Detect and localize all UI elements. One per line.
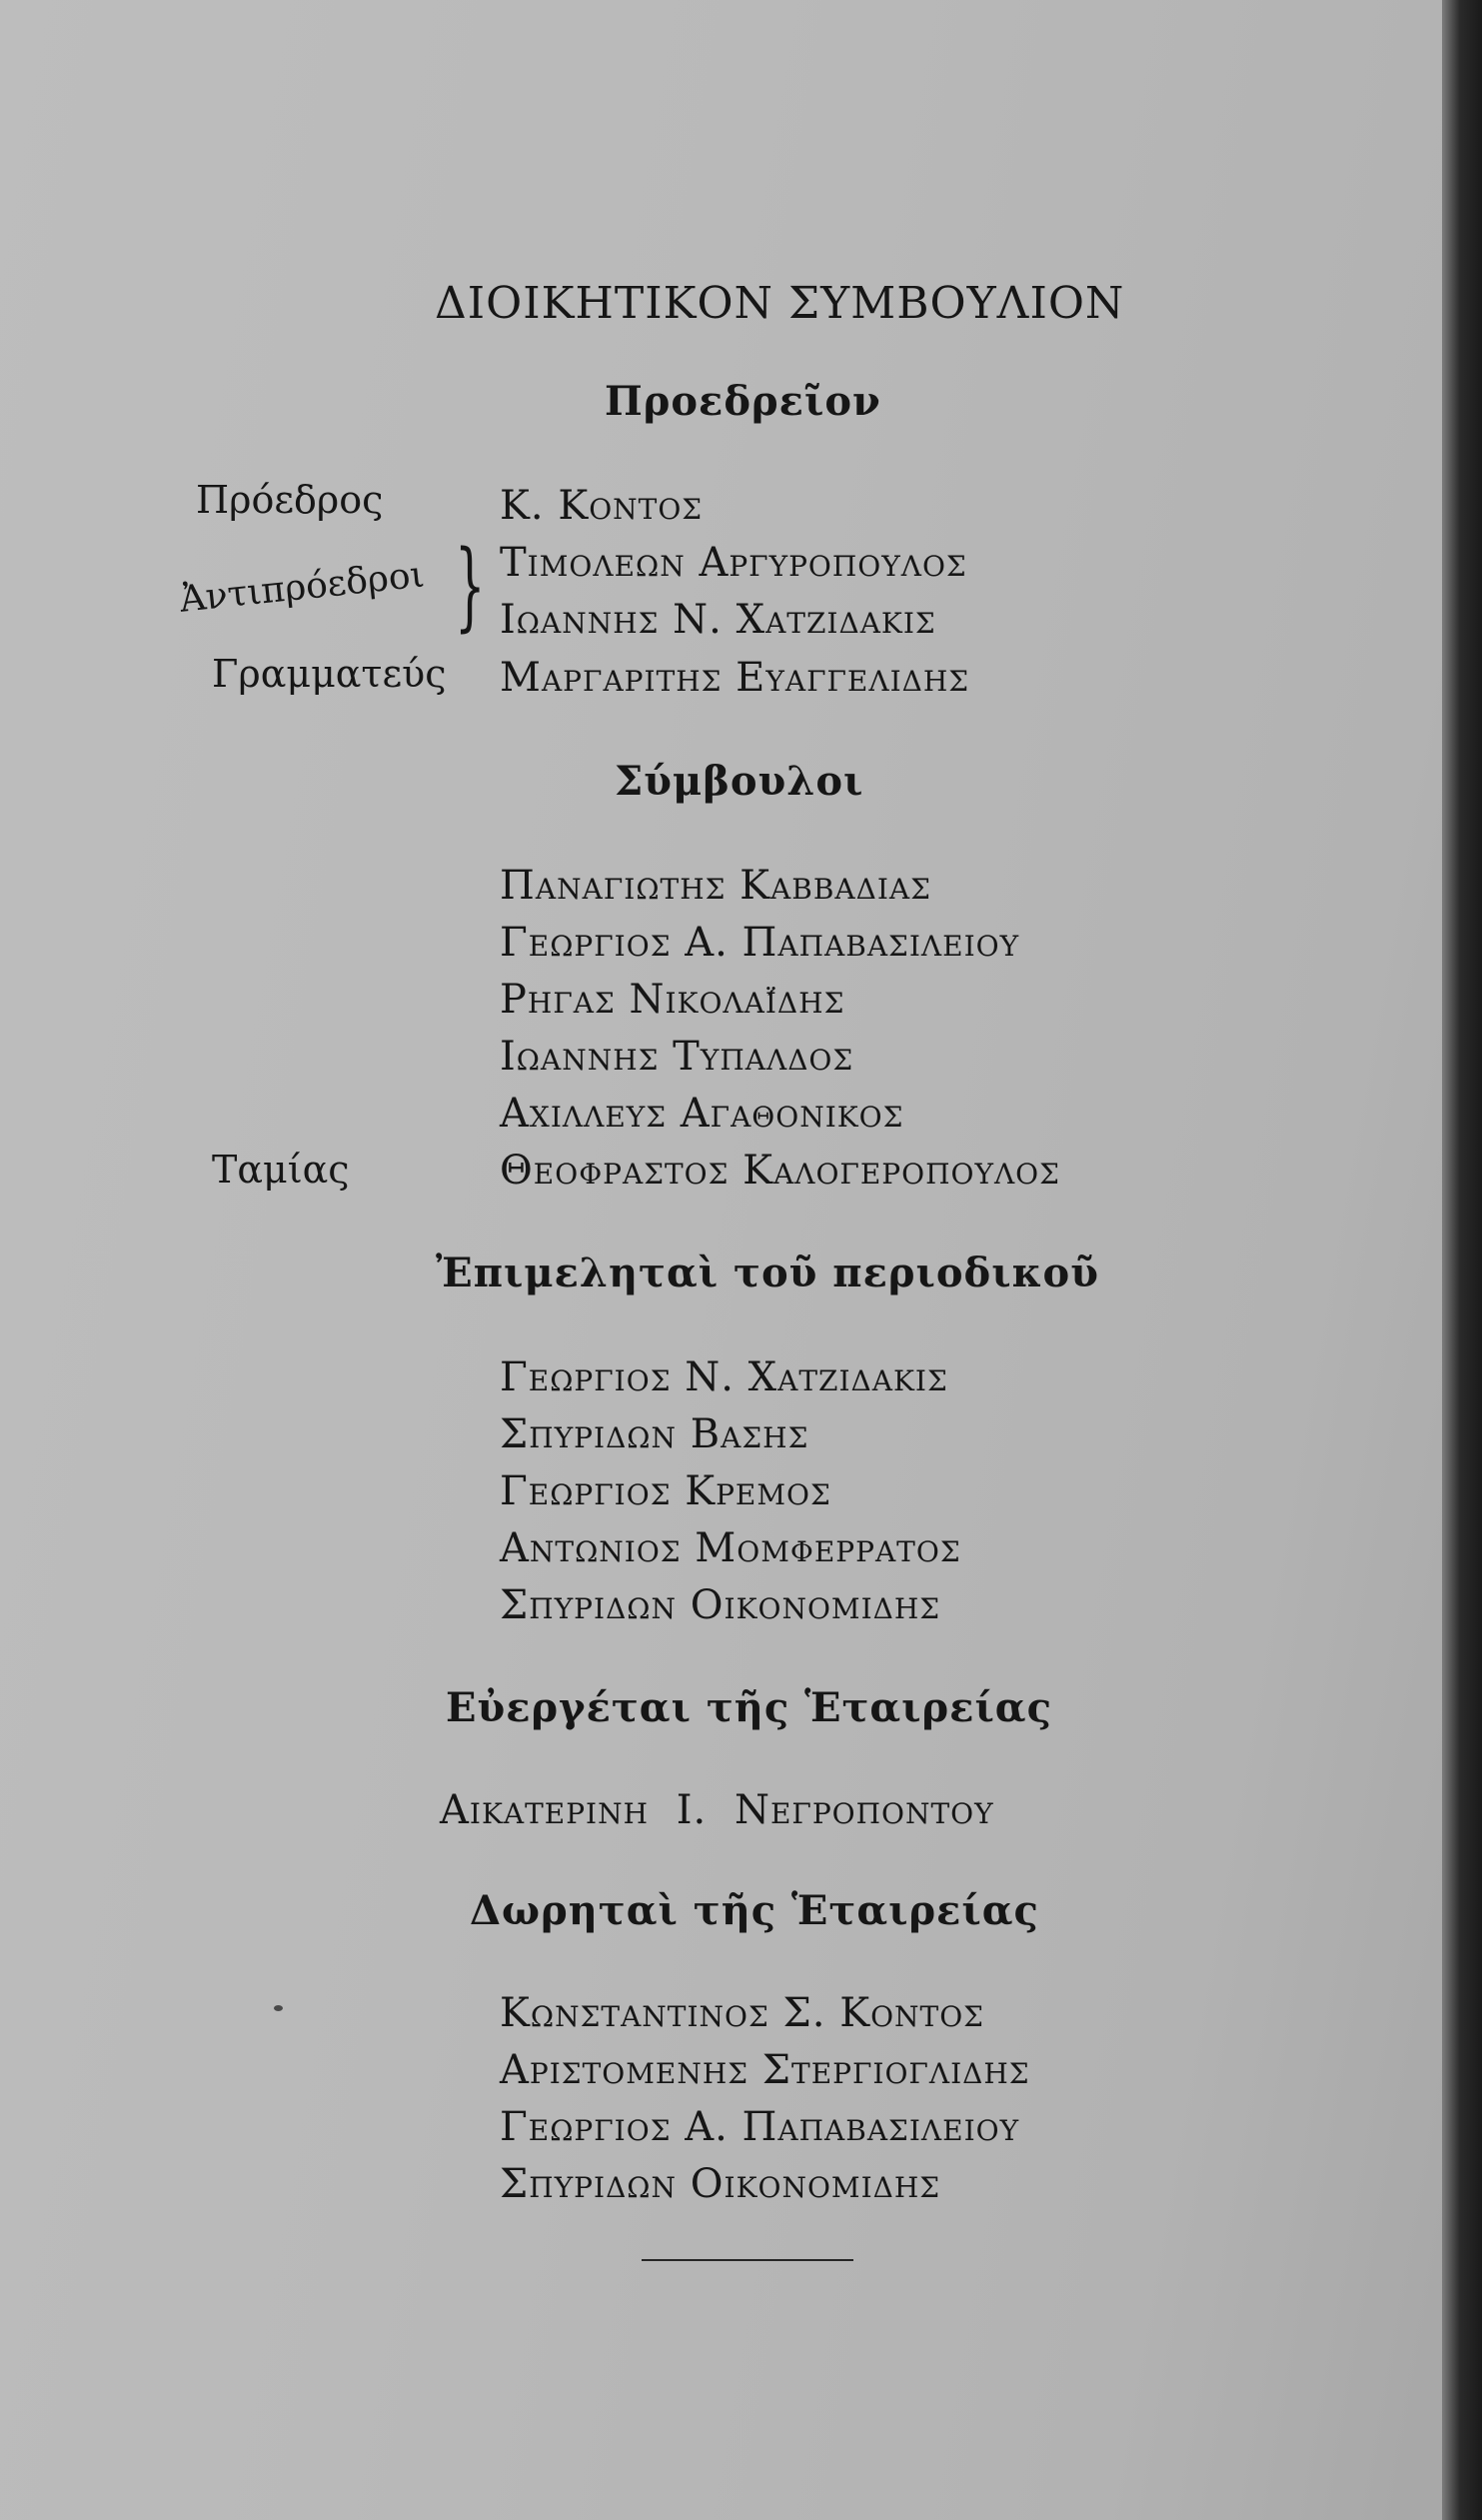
name-president: Κ. Κοντος xyxy=(500,483,704,529)
councillor-name: Γεωργιος Α. Παπαβασιλειου xyxy=(500,920,1020,966)
councillor-name: Θεοφραστος Καλογεροπουλος xyxy=(500,1148,1060,1194)
councillor-name: Παναγιωτης Καββαδιας xyxy=(500,863,931,909)
closing-rule xyxy=(642,2259,853,2261)
benefactor-name: Αικατερινη Ι. Νεγροποντου xyxy=(440,1787,994,1833)
donor-name: Γεωργιος Α. Παπαβασιλειου xyxy=(500,2104,1020,2150)
name-vice-president-1: Τιμολεων Αργυροπουλος xyxy=(500,540,967,586)
section-heading-councillors: Σύμβουλοι xyxy=(615,758,864,805)
donor-name: Αριστομενης Στεργιογλιδης xyxy=(500,2047,1030,2093)
label-vice-presidents: Ἀντιπρόεδροι xyxy=(177,554,427,621)
editor-name: Γεωργιος Ν. Χατζιδακις xyxy=(500,1354,948,1400)
label-president: Πρόεδρος xyxy=(196,478,384,522)
donor-name: Κωνσταντινος Σ. Κοντος xyxy=(500,1990,984,2036)
label-secretary: Γραμματεύς xyxy=(212,652,447,696)
editor-name: Αντωνιος Μομφερρατος xyxy=(500,1525,961,1571)
editor-name: Σπυριδων Οικονομιδης xyxy=(500,1582,941,1628)
donor-name: Σπυριδων Οικονομιδης xyxy=(500,2161,941,2207)
section-heading-presidium: Προεδρεῖον xyxy=(605,378,881,425)
section-heading-donors: Δωρηταὶ τῆς Ἑταιρείας xyxy=(470,1887,1039,1934)
name-vice-president-2: Ιωαννης Ν. Χατζιδακις xyxy=(500,597,936,643)
name-secretary: Μαργαριτης Ευαγγελιδης xyxy=(500,655,970,701)
section-heading-editors: Ἐπιμεληταὶ τοῦ περιοδικοῦ xyxy=(436,1250,1099,1296)
councillor-name: Ιωαννης Τυπαλδος xyxy=(500,1034,854,1080)
section-heading-benefactors: Εὐεργέται τῆς Ἑταιρείας xyxy=(446,1684,1052,1731)
label-treasurer: Ταμίας xyxy=(212,1148,350,1192)
brace-vice-presidents: } xyxy=(455,530,486,642)
print-speck xyxy=(274,2005,283,2011)
document-title: ΔΙΟΙΚΗΤΙΚΟΝ ΣΥΜΒΟΥΛΙΟΝ xyxy=(435,278,1125,329)
editor-name: Γεωργιος Κρεμος xyxy=(500,1468,831,1514)
editor-name: Σπυριδων Βασης xyxy=(500,1411,809,1457)
page-edge-shadow xyxy=(1442,0,1482,2520)
councillor-name: Ρηγας Νικολαΐδης xyxy=(500,977,845,1023)
councillor-name: Αχιλλευς Αγαθονικος xyxy=(500,1091,904,1137)
